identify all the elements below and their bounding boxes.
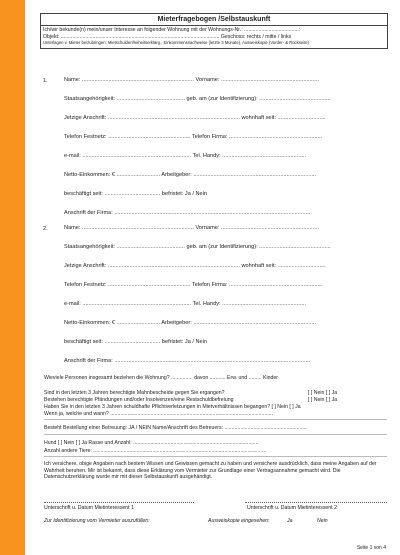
id-copy-nein-option[interactable]: Nein xyxy=(317,518,328,524)
hund-field[interactable]: Hund [ ] Nein [ ] Ja Rasse und Anzahl: ....................................................................................... xyxy=(44,440,259,446)
tenant-1-number: 1. xyxy=(43,78,48,84)
question-mahnbescheide: Sind in den letzten 3 Jahren berechtigte Mahnbescheide gegen Sie ergangen? xyxy=(44,390,225,396)
question-welche-wann[interactable]: Wenn ja, welche und wann? ................................................................................................................. xyxy=(44,411,274,417)
orange-side-stripe xyxy=(0,0,25,555)
betreuung-field[interactable]: Besteht Bestellung einer Betreuung: JA / NEIN Name/Anschrift des Betreuers: ......................................................... xyxy=(44,425,307,431)
signature-label-1: Unterschrift u. Datum Mietinteressent 1 xyxy=(44,505,134,511)
form-title: Mieterfragebogen /Selbstauskunft xyxy=(41,14,387,26)
question-pflichtverletzungen[interactable]: Haben Sie in den letzten 3 Jahren schuldhafte Pflichtverletzungen in Mietverhältnissen begangen? [ ] Nein [ ] Ja xyxy=(44,404,301,410)
intro-block xyxy=(41,26,387,48)
signature-line-2[interactable] xyxy=(245,502,387,503)
signature-label-2: Unterschrift u. Datum Mietinteressent 2 xyxy=(247,505,337,511)
tenant-2-income-field[interactable]: Netto-Einkommen: € ............................ Arbeitgeber: ............................................................................... xyxy=(64,320,317,326)
intro-unterlagen: Unterlagen v. Mieter beizubringen: Mietschuldenfreiheitserklärg., Einkommensnachweise (letzte 3 Monate), Ausweiskopie (Vorder- & Rückseite) xyxy=(43,40,309,46)
signature-line-1[interactable] xyxy=(44,502,194,503)
intro-objekt: Objekt: .............................................................................................................. Geschoss: rechts / mitte / links xyxy=(43,33,292,40)
tenant-1-phone-field[interactable]: Telefon Festnetz: ..................................................... Telefon Firma: ............................................................ xyxy=(64,134,323,140)
id-copy-label: Ausweiskopie eingesehen: xyxy=(208,518,270,524)
tenant-1-company-address-field[interactable]: Anschrift der Firma: .............................................................................................................................. xyxy=(64,210,311,216)
andere-tiere-field[interactable]: Anzahl andere Tiere: ........................................................................................................................ xyxy=(44,448,267,454)
answer-mahnbescheide-checkbox[interactable]: [ ] Nein [ ] Ja xyxy=(308,390,338,396)
persons-count-field[interactable]: Wieviele Personen insgesamt beziehen die Wohnung? ............... davon ........... Erw. und ......... Kinder xyxy=(44,375,279,381)
tenant-2-address-field[interactable]: Jetzige Anschrift: ..................................................................................... wohnhaft seit: ............................... xyxy=(64,263,326,269)
tenant-2-company-address-field[interactable]: Anschrift der Firma: .............................................................................................................................. xyxy=(64,358,311,364)
tenant-2-nationality-field[interactable]: Staatsangehörigkeit: ............................................ geb. am (zur Identifizierung): .............................................. xyxy=(64,244,331,250)
tenant-2-number: 2. xyxy=(43,226,48,232)
tenant-2-name-field[interactable]: Name: ........................................................................ Vorname: ............................................................... xyxy=(64,225,319,231)
tenant-1-employed-field[interactable]: beschäftigt seit: .................................... befristet: Ja / Nein xyxy=(64,191,208,197)
tenant-2-employed-field[interactable]: beschäftigt seit: .................................... befristet: Ja / Nein xyxy=(64,339,208,345)
tenant-2-email-field[interactable]: e-mail: ...................................................................... Tel. Handy: ...................................................... xyxy=(64,301,307,307)
tenant-1-income-field[interactable]: Netto-Einkommen: € ............................ Arbeitgeber: ............................................................................... xyxy=(64,172,317,178)
id-copy-ja-option[interactable]: Ja xyxy=(287,518,293,524)
tenant-1-name-field[interactable]: Name: ........................................................................ Vorname: ............................................................... xyxy=(64,77,319,83)
divider xyxy=(44,456,387,457)
page-number: Seite 1 von 4 xyxy=(356,545,386,551)
divider xyxy=(44,419,387,420)
tenant-1-address-field[interactable]: Jetzige Anschrift: ..................................................................................... wohnhaft seit: ............................... xyxy=(64,115,326,121)
tenant-1-email-field[interactable]: e-mail: ...................................................................... Tel. Handy: ...................................................... xyxy=(64,153,307,159)
form-page xyxy=(25,0,400,555)
tenant-2-phone-field[interactable]: Telefon Festnetz: ..................................................... Telefon Firma: ............................................................ xyxy=(64,282,323,288)
answer-pfaendungen-checkbox[interactable]: [ ] Nein [ ] Ja xyxy=(308,397,338,403)
tenant-1-nationality-field[interactable]: Staatsangehörigkeit: ............................................ geb. am (zur Identifizierung): .............................................. xyxy=(64,96,331,102)
declaration-text: Ich versichere, obige Angaben nach bestem Wissen und Gewissen gemacht zu haben und versichere ausdrücklich, dass meine Angaben auf der Wahrheit beruhen. Mir ist bekannt, dass diese Erklärung vom Vermieter zur Grundlage einer Vertragsannahme gemacht wird. Die Datenschutzerklärung wurde mir mit dieser Selbstauskunft ausgehändigt. xyxy=(44,461,377,481)
intro-wohnungs-nr: Ich/wir bekunde(n) mein/unser Interesse an folgender Wohnung mit der Wohnungs-Nr.: ......................................: xyxy=(43,27,301,33)
title-box xyxy=(40,13,388,49)
divider xyxy=(44,434,387,435)
landlord-identification-label: Zur Identifizierung vom Vermieter auszufüllen: xyxy=(44,518,150,524)
question-pfaendungen: Bestehen berechtigte Pfändungen und/oder Insolvenzen/eine Restschuldbefreiung xyxy=(44,397,234,403)
